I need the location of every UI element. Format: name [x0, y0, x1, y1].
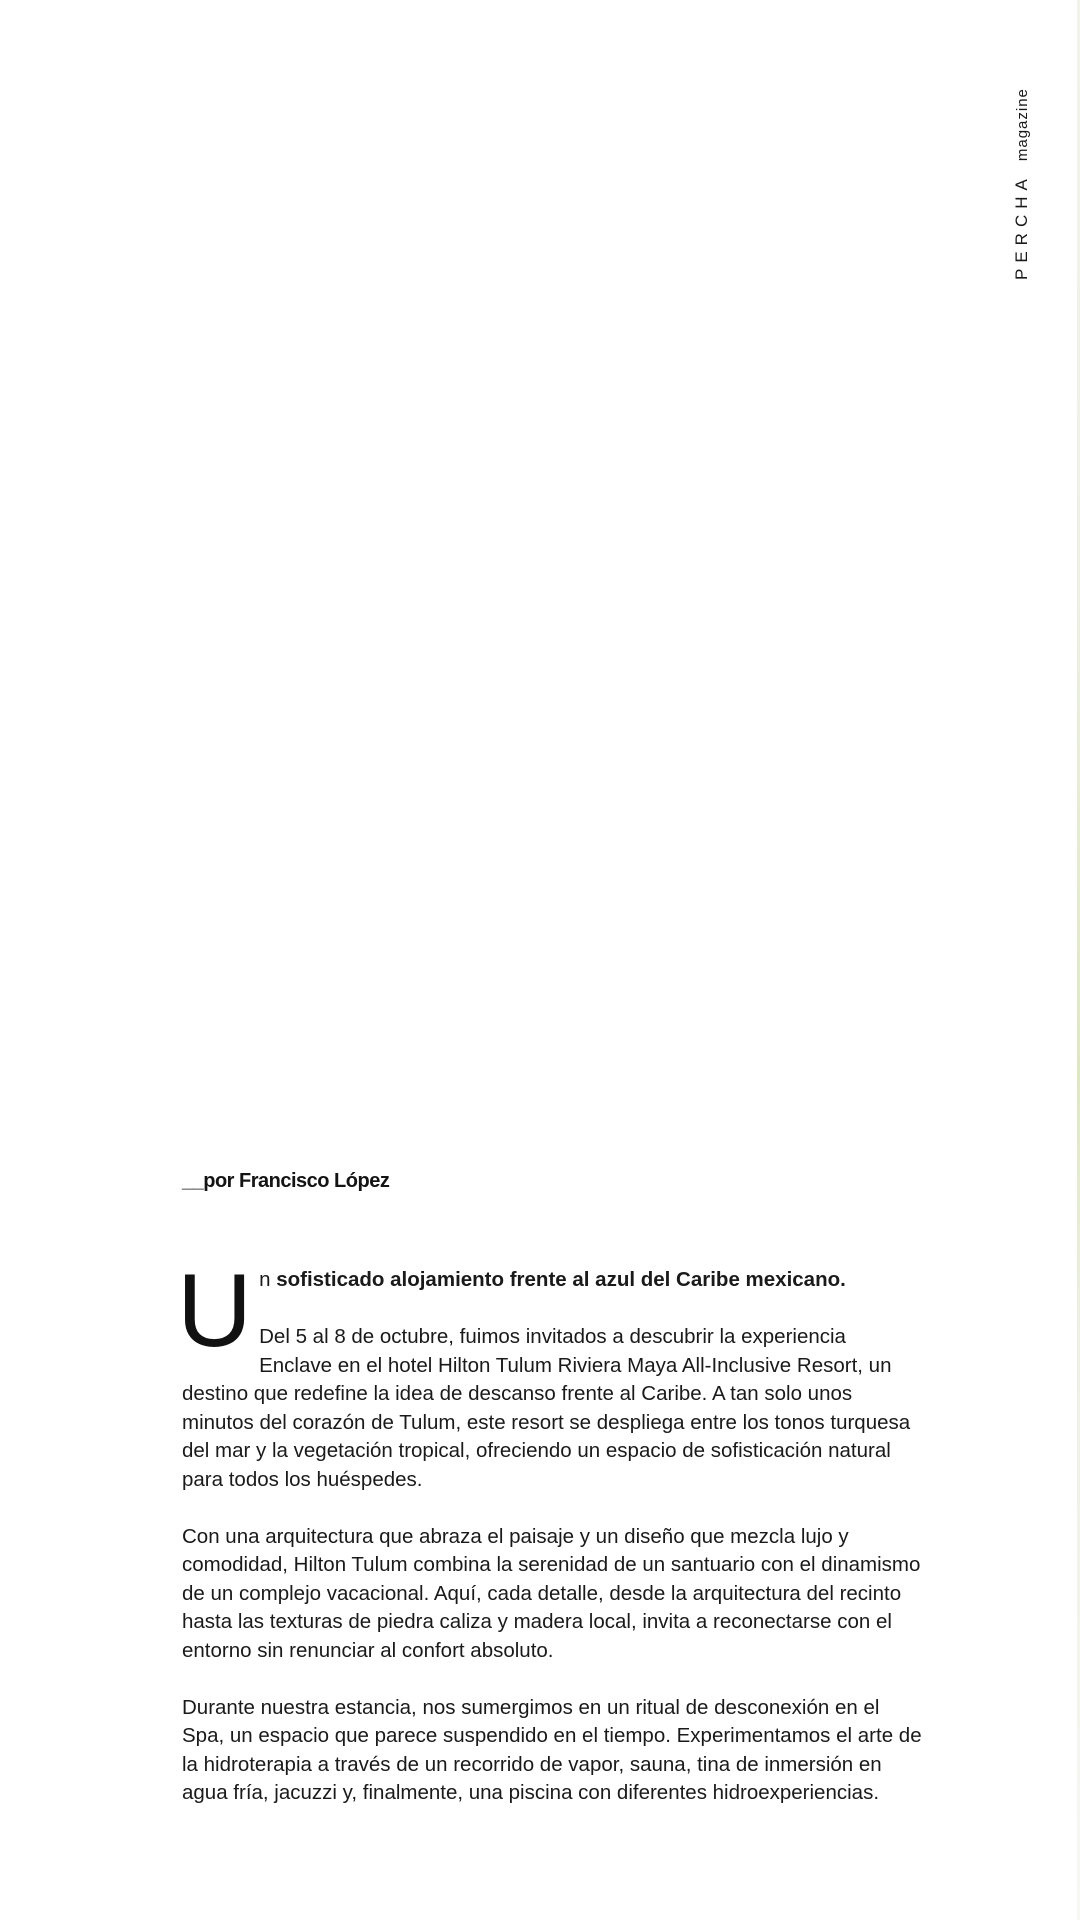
article-lead [182, 1266, 922, 1295]
article-body [177, 1253, 922, 1836]
masthead-subtitle: magazine [1014, 88, 1031, 162]
drop-cap: U [177, 1253, 253, 1369]
article-paragraph: Del 5 al 8 de octubre, fuimos invitados a descubrir la experiencia Enclave en el hotel Hilton Tulum Riviera Maya All-Inclusive Resort, un destino que redefine la idea de descanso frente al Caribe. A tan solo unos minutos del corazón de Tulum, este resort se despliega entre los tonos turquesa del mar y la vegetación tropical, ofreciendo un espacio de sofisticación natural para todos los huéspedes. [182, 1325, 911, 1491]
lead-first-letters: n [259, 1268, 271, 1291]
article-paragraph: Durante nuestra estancia, nos sumergimos en un ritual de desconexión en el Spa, un espacio que parece suspendido en el tiempo. Experimentamos el arte de la hidroterapia a través de un recorrido de vapor, sauna, tina de inmersión en agua fría, jacuzzi y, finalmente, una piscina con diferentes hidroexperiencias. [182, 1695, 922, 1804]
article-paragraph: Con una arquitectura que abraza el paisaje y un diseño que mezcla lujo y comodidad, Hilton Tulum combina la serenidad de un santuario con el dinamismo de un complejo vacacional. Aquí, cada detalle, desde la arquitectura del recinto hasta las texturas de piedra caliza y madera local, invita a reconectarse con el entorno sin renunciar al confort absoluto. [182, 1524, 921, 1662]
masthead-text [1012, 88, 1032, 280]
masthead-brand: PERCHA [1012, 173, 1031, 280]
article-byline: __por Francisco López [182, 1170, 390, 1192]
masthead-logo [996, 88, 1031, 284]
lead-text: sofisticado alojamiento frente al azul del Caribe mexicano. [270, 1268, 846, 1291]
